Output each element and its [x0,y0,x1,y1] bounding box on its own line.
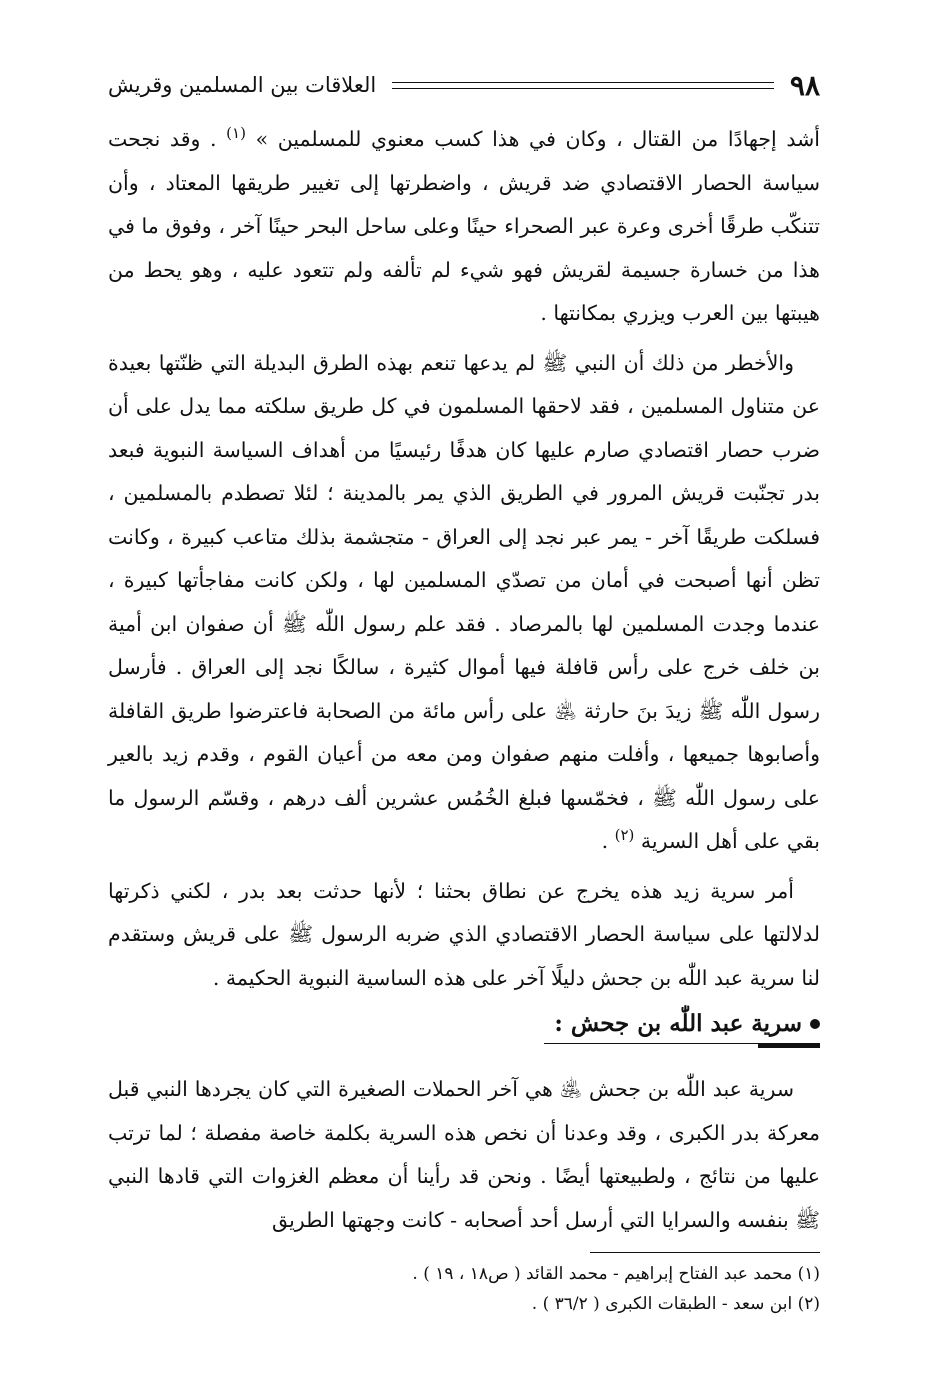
paragraph-2-text-a: والأخطر من ذلك أن النبي ﷺ لم يدعها تنعم بهذه الطرق البديلة التي ظنّتها بعيدة عن متناول المسلمين ، فقد لاحقها المسلمون في كل طريق سلكته مما يدل على أن ضرب حصار اقتصادي صارم عليها كان هدفًا رئيسيًا من أهداف السياسة النبوية فبعد بدر تجنّبت قريش المرور في الطريق الذي يمر بالمدينة ؛ لئلا تصطدم بالمسلمين ، فسلكت طريقًا آخر - يمر عبر نجد إلى العراق - متجشمة بذلك متاعب كبيرة ، وكانت تظن أنها أصبحت في أمان من تصدّي المسلمين لها ، ولكن كانت مفاجأتها كبيرة ، عندما وجدت المسلمين لها بالمرصاد . فقد علم رسول اللّٰه ﷺ أن صفوان ابن أمية بن خلف خرج على رأس قافلة فيها أموال كثيرة ، سالكًا نجد إلى العراق . فأرسل رسول اللّٰه ﷺ زيدَ بنَ حارثة ﵁ على رأس مائة من الصحابة فاعترضوا طريق القافلة وأصابوها جميعها ، وأفلت منهم صفوان ومن معه من أعيان القوم ، وقدم زيد بالعير على رسول اللّٰه ﷺ ، فخمّسها فبلغ الخُمُس عشرين ألف درهم ، وقسّم الرسول ما بقي على أهل السرية [108,350,820,853]
footnote-ref-2: (٢) [614,826,635,845]
book-page [108,60,820,1319]
heading-underline [544,1043,820,1048]
footnotes [108,1259,820,1319]
footnote-2: (٢) ابن سعد - الطبقات الكبرى ( ٣٦/٢ ) . [531,1294,820,1314]
paragraph-1-text-b: . وقد نجحت سياسة الحصار الاقتصادي ضد قريش ، واضطرتها إلى تغيير طريقها المعتاد ، وأن تتنكّب طرقًا أخرى وعرة عبر الصحراء حينًا وعلى ساحل البحر حينًا آخر ، وفوق ما في هذا من خسارة جسيمة لقريش فهو شيء لم تألفه ولم تتعود عليه ، وهو يحط من هيبتها بين العرب ويزري بمكانتها . [108,127,820,325]
footnote-1: (١) محمد عبد الفتاح إبراهيم - محمد القائد ( ص١٨ ، ١٩ ) . [412,1264,820,1284]
paragraph-2-text-b: . [601,829,615,853]
running-title: العلاقات بين المسلمين وقريش [108,73,377,97]
footnote-separator [590,1252,820,1253]
paragraph-2 [108,342,820,864]
page-number: ٩٨ [789,68,820,102]
paragraph-1-text-a: أشد إجهادًا من القتال ، وكان في هذا كسب معنوي للمسلمين » [245,127,820,151]
section-heading-text: سرية عبد اللّٰه بن جحش : [554,1010,802,1037]
footnote-ref-1: (١) [226,124,246,143]
section-heading-line [554,1010,820,1037]
paragraph-3: أمر سرية زيد هذه يخرج عن نطاق بحثنا ؛ لأنها حدثت بعد بدر ، لكني ذكرتها لدلالتها على سياسة الحصار الاقتصادي الذي ضربه الرسول ﷺ على قريش وستقدم لنا سرية عبد اللّٰه بن جحش دليلًا آخر على هذه الساسية النبوية الحكيمة . [108,878,820,990]
running-header [108,60,820,110]
header-double-rule [392,82,774,89]
section-heading [108,1010,820,1048]
paragraph-1 [108,118,820,336]
bullet-icon [810,1019,820,1029]
paragraph-4: سرية عبد اللّٰه بن جحش ﵁ هي آخر الحملات الصغيرة التي كان يجردها النبي قبل معركة بدر الكبرى ، وقد وعدنا أن نخص هذه السرية بكلمة خاصة مفصلة ؛ لما ترتب عليها من نتائج ، ولطبيعتها أيضًا . ونحن قد رأينا أن معظم الغزوات التي قادها النبي ﷺ بنفسه والسرايا التي أرسل أحد أصحابه - كانت وجهتها الطريق [108,1077,820,1232]
